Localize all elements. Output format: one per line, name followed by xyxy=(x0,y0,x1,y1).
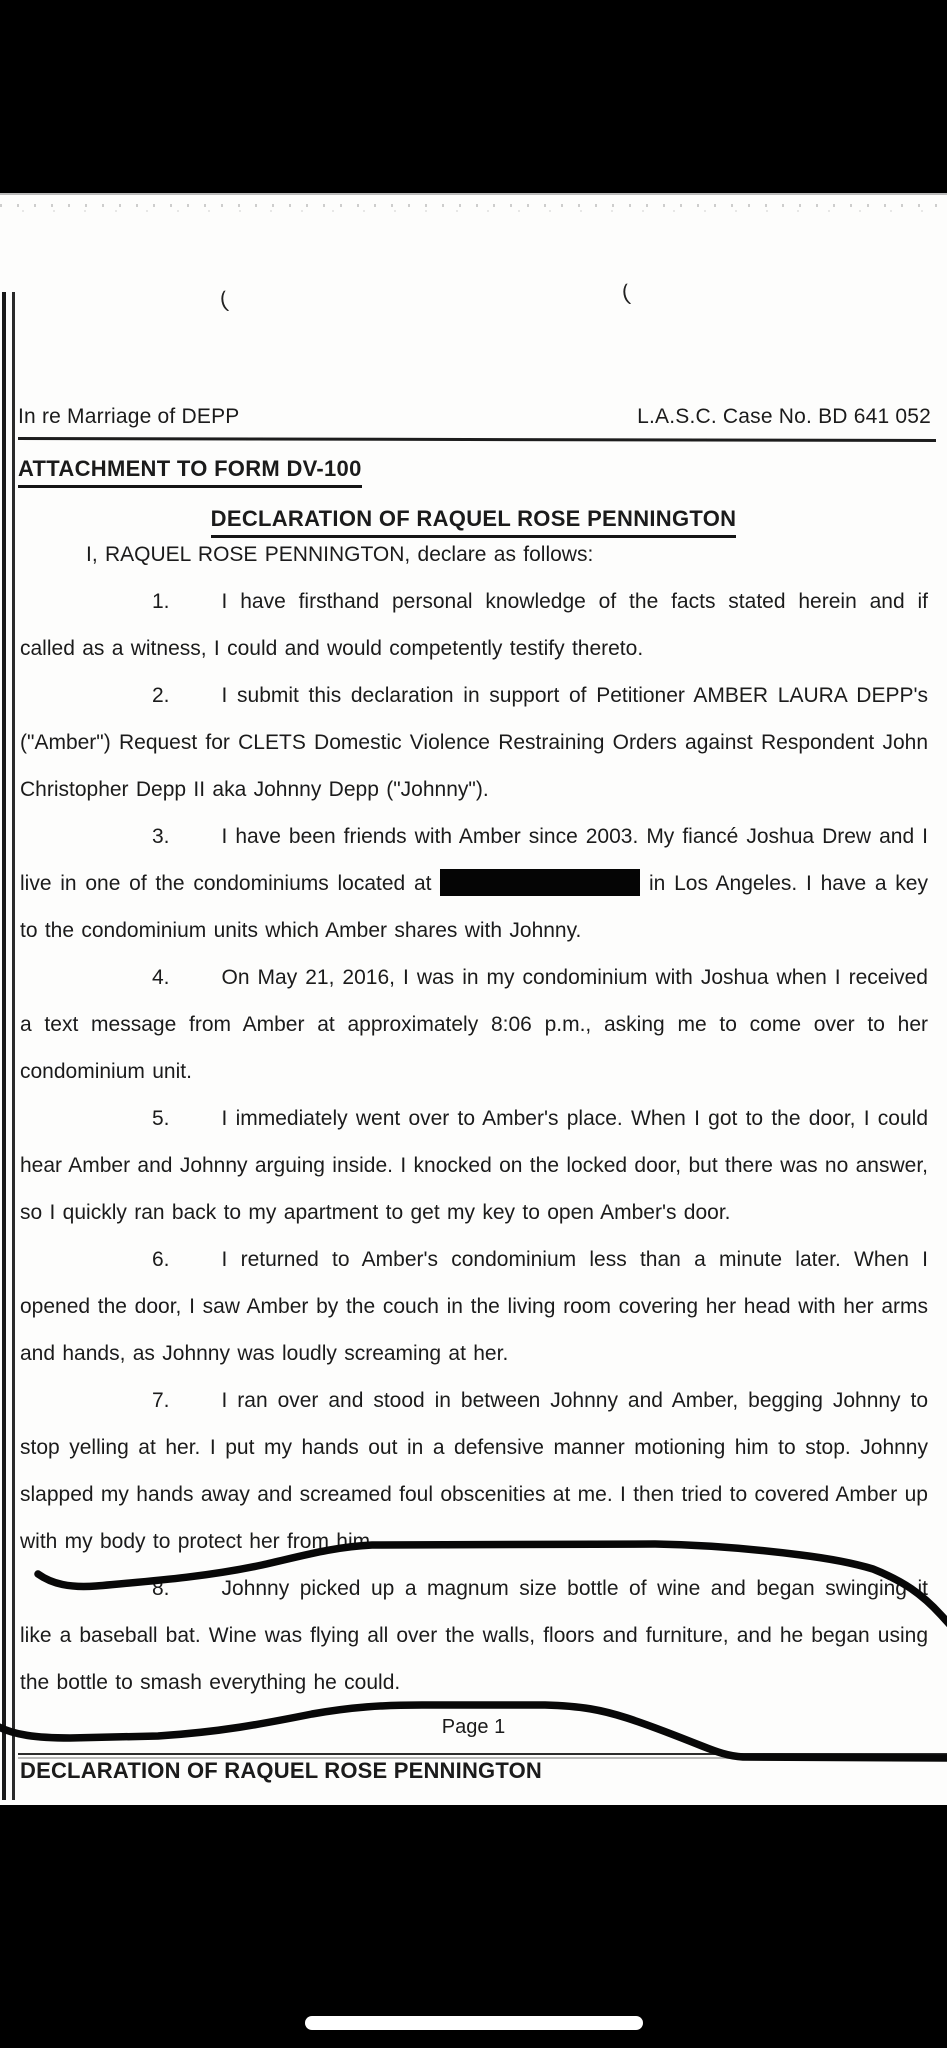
paragraph-number: 6. xyxy=(152,1248,170,1271)
paragraph-text: I have firsthand personal knowledge of the facts stated herein and if called as a witness, I could and would competently testify thereto. xyxy=(20,590,928,660)
home-indicator[interactable] xyxy=(305,2016,643,2030)
redaction-box xyxy=(440,869,640,896)
paragraph-text: in Los Angeles. I have a key to the condominium units which Amber shares with Johnny. xyxy=(20,872,928,942)
paragraph-4 xyxy=(20,954,928,1095)
paragraph-6 xyxy=(20,1236,928,1377)
paragraph-text: Johnny picked up a magnum size bottle of wine and began swinging it like a baseball bat. Wine was flying all over the walls, floors and furniture, and he began using the bottle to smash everything he could. xyxy=(20,1577,928,1694)
case-caption-row xyxy=(18,405,931,429)
attachment-title: ATTACHMENT TO FORM DV-100 xyxy=(18,456,362,488)
paragraph-2 xyxy=(20,672,928,813)
scan-artifact-mark: ( xyxy=(217,286,230,313)
paragraph-number: 7. xyxy=(152,1389,170,1412)
scan-artifact-mark: ( xyxy=(619,279,632,306)
paragraph-1 xyxy=(20,578,928,672)
paragraph-text: I ran over and stood in between Johnny and Amber, begging Johnny to stop yelling at her. I put my hands out in a defensive manner motioning him to stop. Johnny slapped my hands away and screamed foul obscenities at me. I then tried to covered Amber up with my body to protect her from him. xyxy=(20,1389,928,1553)
scan-noise-band xyxy=(0,204,947,214)
paragraph-text: I have been friends with Amber since 2003. My fiancé Joshua Drew and I live in one of the condominiums located at xyxy=(20,825,928,895)
paragraph-text: I immediately went over to Amber's place. When I got to the door, I could hear Amber and Johnny arguing inside. I knocked on the locked door, but there was no answer, so I quickly ran back to my apartment to get my key to open Amber's door. xyxy=(20,1107,928,1224)
paragraph-number: 3. xyxy=(152,825,170,848)
paragraph-number: 2. xyxy=(152,684,170,707)
case-caption: In re Marriage of DEPP xyxy=(18,405,240,428)
declaration-title: DECLARATION OF RAQUEL ROSE PENNINGTON xyxy=(211,506,737,538)
paragraph-number: 4. xyxy=(152,966,170,989)
document-page xyxy=(0,193,947,1805)
paragraph-number: 8. xyxy=(152,1577,170,1600)
paragraph-7 xyxy=(20,1377,928,1565)
footer-title: DECLARATION OF RAQUEL ROSE PENNINGTON xyxy=(20,1758,542,1783)
caption-underline xyxy=(18,437,936,442)
case-number: L.A.S.C. Case No. BD 641 052 xyxy=(637,405,931,428)
footer-rule xyxy=(18,1753,947,1755)
paragraph-5 xyxy=(20,1095,928,1236)
declaration-body xyxy=(20,531,928,1706)
declaration-intro: I, RAQUEL ROSE PENNINGTON, declare as follows: xyxy=(86,543,594,566)
paragraph-text: I submit this declaration in support of Petitioner AMBER LAURA DEPP's ("Amber") Request for CLETS Domestic Violence Restraining Orders against Respondent John Christopher Depp II aka Johnny Depp ("Johnny"). xyxy=(20,684,928,801)
paragraph-8 xyxy=(20,1565,928,1706)
paragraph-number: 1. xyxy=(152,590,170,613)
paragraph-text: I returned to Amber's condominium less than a minute later. When I opened the door, I saw Amber by the couch in the living room covering her head with her arms and hands, as Johnny was loudly screaming at her. xyxy=(20,1248,928,1365)
paragraph-text: On May 21, 2016, I was in my condominium with Joshua when I received a text message from Amber at approximately 8:06 p.m., asking me to come over to her condominium unit. xyxy=(20,966,928,1083)
paragraph-3 xyxy=(20,813,928,954)
page-number: Page 1 xyxy=(441,1716,506,1738)
paragraph-number: 5. xyxy=(152,1107,170,1130)
